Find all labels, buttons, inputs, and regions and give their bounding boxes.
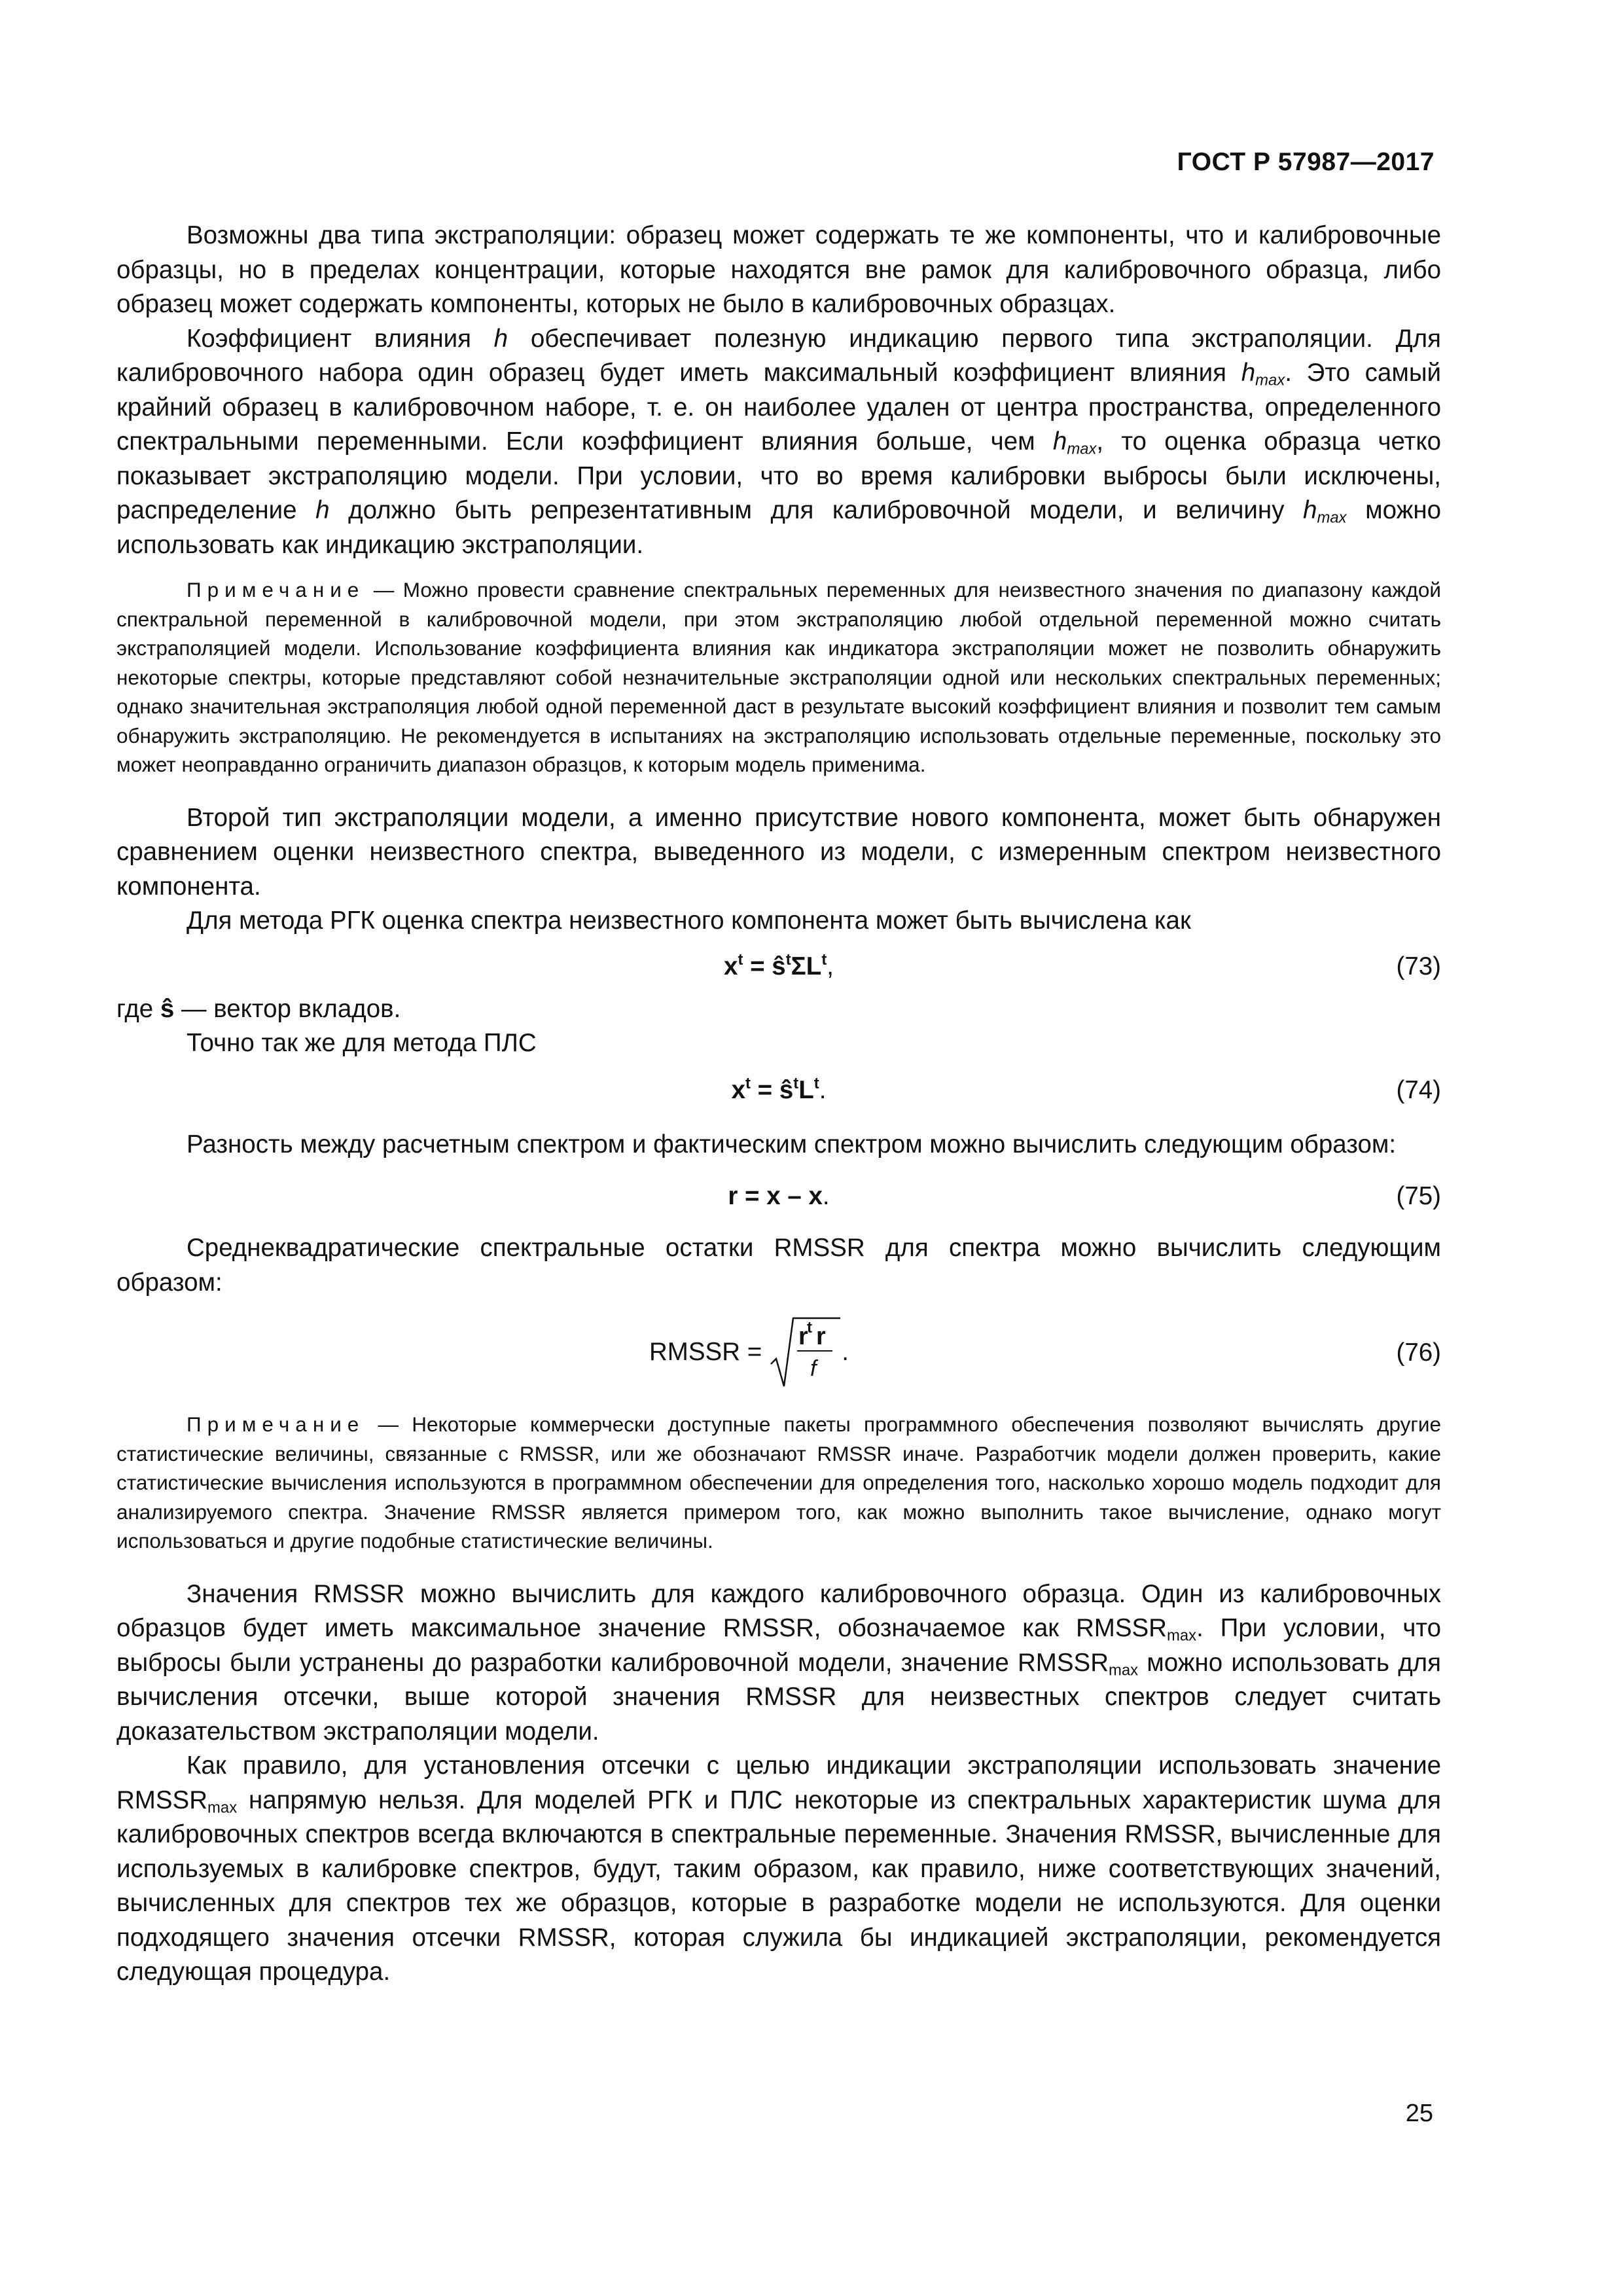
paragraph-extrapolation-types: Возможны два типа экстраполяции: образец может содержать те же компоненты, что и калибровочные образцы, но в пределах концентрации, которые находятся вне рамок для калибровочного образца, либо образец может содержать компоненты, которых не было в калибровочных образцах.	[116, 221, 1441, 318]
equation-74: $x^t$ = $ŝ^tL^t$. (74)	[116, 1070, 1441, 1111]
paragraph-leverage: Коэффициент влияния h обеспечивает полезную индикацию первого типа экстраполяции. Для калибровочного набора один образец будет иметь максимальный коэффициент влияния $h_{max}$. Это самый крайний образец в калибровочном наборе, т. е. он наиболее удален от центра пространства, определенного спектральными переменными. Если коэффициент влияния больше, чем $h_{max}$, то оценка образца четко показывает экстраполяцию модели. При условии, что во время калибровки выбросы были исключены, распределение h должно быть репрезентативным для калибровочной модели, и величину $h_{max}$ можно использовать как индикацию экстраполяции.	[116, 324, 1442, 559]
paragraph-pls-method: Точно так же для метода ПЛС	[187, 1029, 537, 1057]
square-root-fraction	[770, 1313, 842, 1391]
paragraph-residual-difference: Разность между расчетным спектром и фактическим спектром можно вычислить следующим образом:	[187, 1130, 1397, 1158]
fraction-numerator-r: r	[798, 1323, 809, 1350]
equation-number: (76)	[1396, 1338, 1441, 1367]
note-label: Примечание	[187, 578, 365, 601]
note-label: Примечание	[187, 1412, 365, 1436]
page-content	[116, 219, 1441, 1990]
paragraph-pca-method: Для метода РГК оценка спектра неизвестного компонента может быть вычислена как	[187, 906, 1191, 935]
note-rmssr: Примечание — Некоторые коммерчески доступные пакеты программного обеспечения позволяют вычислять другие статистические величины, связанные с RMSSR, или же обозначают RMSSR иначе. Разработчик модели должен проверить, какие статистические вычисления используются в программном обеспечении для определения того, насколько хорошо модель подходит для анализируемого спектра. Значение RMSSR является примером того, как можно выполнить такое вычисление, однако могут использоваться и другие подобные статистические величины.	[116, 1412, 1441, 1552]
equation-number: (75)	[1396, 1182, 1441, 1210]
paragraph-second-type: Второй тип экстраполяции модели, а именно присутствие нового компонента, может быть обнаружен сравнением оценки неизвестного спектра, выведенного из модели, с измеренным спектром неизвестного компонента.	[116, 803, 1441, 901]
equation-75: r = x – x. (75)	[116, 1176, 1441, 1217]
note-leverage: Примечание — Можно провести сравнение спектральных переменных для неизвестного значения по диапазону каждой спектральной переменной в калибровочной модели, при этом экстраполяцию любой отдельной переменной можно считать экстраполяцией модели. Использование коэффициента влияния как индикатора экстраполяции может не позволить обнаружить некоторые спектры, которые представляют собой незначительные экстраполяции одной или нескольких спектральных переменных; однако значительная экстраполяция любой одной переменной даст в результате высокий коэффициент влияния и позволит тем самым обнаружить экстраполяцию. Не рекомендуется в испытаниях на экстраполяцию использовать отдельные переменные, поскольку это может неоправданно ограничить диапазон образцов, к которым модель применима.	[116, 578, 1441, 776]
paragraph-cutoff-procedure: Как правило, для установления отсечки с целью индикации экстраполяции использовать значение $RMSSR_{max}$ напрямую нельзя. Для моделей РГК и ПЛС некоторые из спектральных характеристик шума для калибровочных спектров всегда включаются в спектральные переменные. Значения RMSSR, вычисленные для используемых в калибровке спектров, будут, таким образом, как правило, ниже соответствующих значений, вычисленных для спектров тех же образцов, которые в разработке модели не используются. Для оценки подходящего значения отсечки RMSSR, которая служила бы индикацией экстраполяции, рекомендуется следующая процедура.	[116, 1751, 1441, 1986]
paragraph-where-s: где ŝ — вектор вкладов.	[116, 994, 401, 1023]
fraction-denominator: f	[810, 1356, 817, 1381]
equation-number: (74)	[1396, 1075, 1441, 1104]
equation-76: RMSSR = r t r f . (76)	[116, 1313, 1441, 1391]
fraction-numerator-r2: r	[816, 1323, 827, 1350]
page-number: 25	[1405, 2100, 1433, 2127]
paragraph-rmssr-values: Значения RMSSR можно вычислить для каждого калибровочного образца. Один из калибровочных образцов будет иметь максимальное значение RMSSR, обозначаемое как $RMSSR_{max}$. При условии, что выбросы были устранены до разработки калибровочной модели, значение $RMSSR_{max}$ можно использовать для вычисления отсечки, выше которой значения RMSSR для неизвестных спектров следует считать доказательством экстраполяции модели.	[116, 1579, 1441, 1746]
paragraph-rmssr-intro: Среднеквадратические спектральные остатки RMSSR для спектра можно вычислить следующим образом:	[116, 1234, 1441, 1297]
fraction-numerator-t: t	[807, 1319, 813, 1336]
equation-number: (73)	[1396, 952, 1441, 980]
equation-73: $x^t$ = $ŝ^t\Sigma L^t$, (73)	[116, 946, 1441, 987]
document-code-header: ГОСТ Р 57987—2017	[1177, 148, 1435, 176]
